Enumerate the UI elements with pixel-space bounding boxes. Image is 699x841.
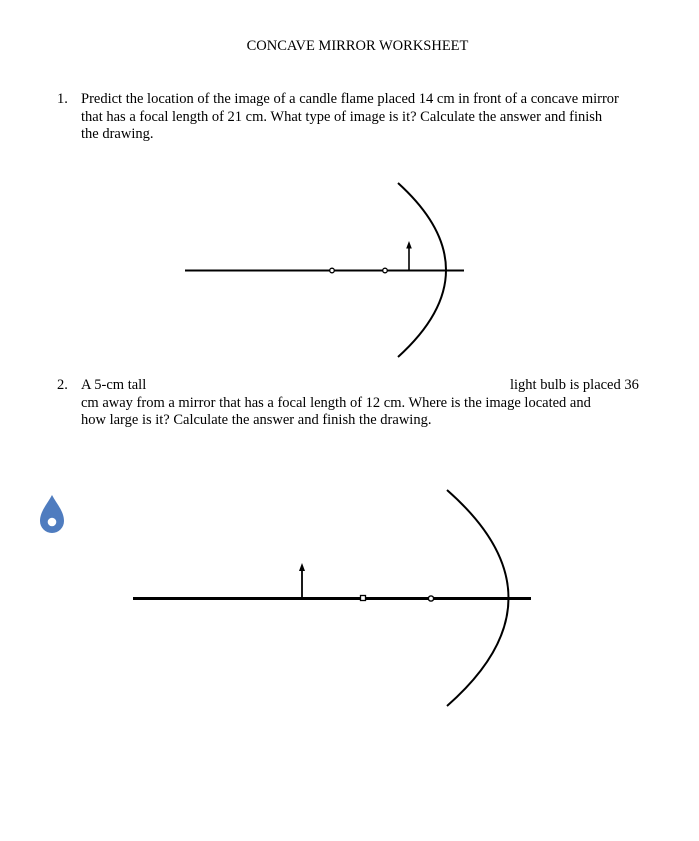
water-drop-icon[interactable]	[39, 494, 65, 536]
page-title: CONCAVE MIRROR WORKSHEET	[246, 38, 469, 54]
center-of-curvature-point	[361, 596, 366, 601]
question-text-line: cm away from a mirror that has a focal length of 12 cm. Where is the image located and	[81, 394, 591, 411]
question-text-end: light bulb is placed 36	[510, 377, 639, 393]
focal-point	[428, 596, 433, 601]
question-text-line: that has a focal length of 21 cm. What type of image is it? Calculate the answer and finish	[81, 108, 603, 125]
diagram-2	[133, 490, 531, 706]
question-text-line: how large is it? Calculate the answer and finish the drawing.	[81, 412, 432, 428]
question-number: 2.	[57, 377, 68, 393]
focal-point	[383, 268, 388, 273]
question-number: 1.	[57, 91, 68, 107]
question-2	[57, 377, 677, 437]
question-text-start: A 5-cm tall	[81, 377, 147, 393]
question-text-line: the drawing.	[81, 126, 154, 142]
water-drop-icon-shape	[39, 494, 65, 536]
object-arrowhead	[406, 241, 412, 249]
question-text-line: Predict the location of the image of a candle flame placed 14 cm in front of a concave mirror	[81, 91, 619, 107]
diagram-1	[185, 183, 464, 357]
object-arrowhead	[299, 563, 305, 571]
center-of-curvature-point	[330, 268, 335, 273]
